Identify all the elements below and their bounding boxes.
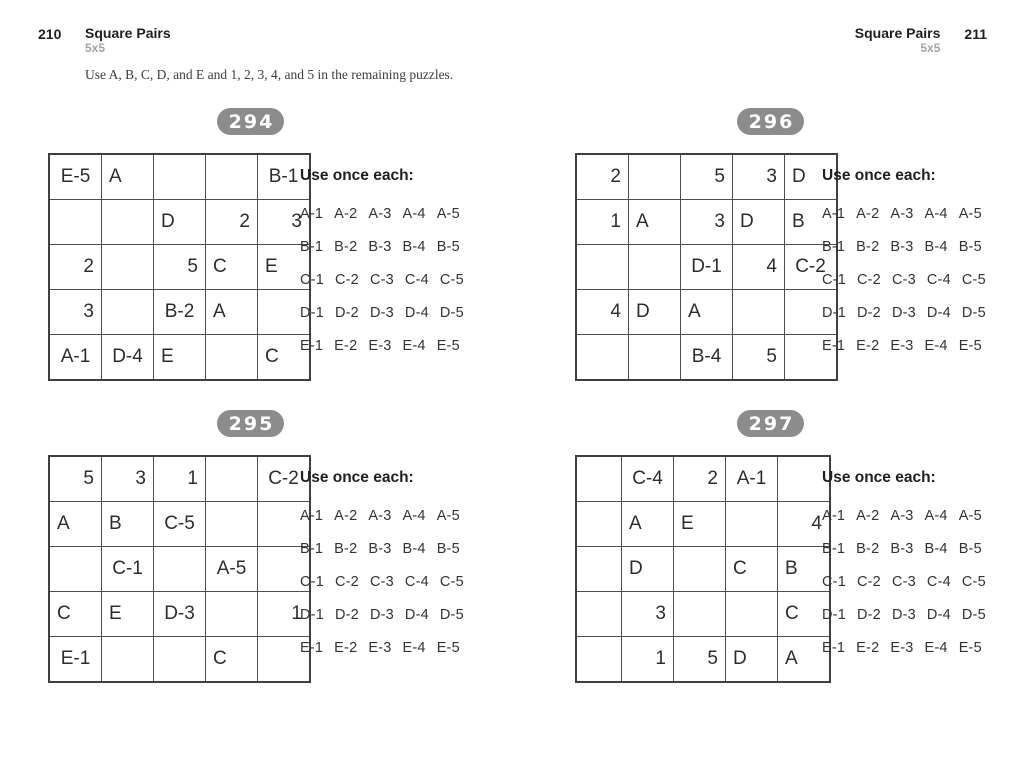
pair-item: E-4 — [924, 338, 948, 354]
grid-cell-empty — [674, 592, 726, 637]
grid-cell: 5 — [681, 154, 733, 200]
pair-item: D-3 — [891, 607, 916, 623]
pair-item: C-2 — [856, 272, 881, 288]
pair-row — [300, 206, 464, 222]
pair-item: C-2 — [334, 272, 359, 288]
pair-item: B-5 — [958, 541, 982, 557]
pair-item: D-2 — [334, 607, 359, 623]
grid-cell: C — [258, 335, 311, 381]
pair-item: A-1 — [300, 508, 324, 524]
grid-cell: B — [785, 200, 838, 245]
grid-cell: A — [206, 290, 258, 335]
pair-item: B-1 — [822, 541, 846, 557]
grid-cell-empty — [206, 502, 258, 547]
grid-cell: 3 — [681, 200, 733, 245]
pair-item: E-5 — [958, 640, 982, 656]
use-once-header: Use once each: — [300, 469, 414, 486]
pair-item: D-5 — [439, 305, 464, 321]
grid-cell: A — [622, 502, 674, 547]
pair-item: A-4 — [924, 206, 948, 222]
right-page-title: Square Pairs — [854, 25, 941, 41]
grid-cell-empty — [102, 245, 154, 290]
pair-item: E-3 — [368, 338, 392, 354]
grid-row — [576, 290, 837, 335]
pair-item: B-4 — [402, 541, 426, 557]
left-header — [85, 26, 171, 55]
grid-cell: A — [681, 290, 733, 335]
grid-cell: C-4 — [622, 456, 674, 502]
grid-cell: C — [726, 547, 778, 592]
grid-cell: B-1 — [258, 154, 311, 200]
pair-item: B-4 — [924, 239, 948, 255]
left-page-number: 210 — [38, 26, 62, 42]
puzzle-group-296 — [575, 108, 1024, 380]
puzzle-number-badge: 294 — [217, 108, 284, 135]
right-page-number: 211 — [964, 26, 987, 42]
pair-item: B-3 — [890, 239, 914, 255]
grid-cell: C — [49, 592, 102, 637]
pair-item: E-3 — [368, 640, 392, 656]
grid-cell-empty — [576, 245, 629, 290]
grid-cell: D-4 — [102, 335, 154, 381]
use-once-list — [300, 469, 464, 673]
grid-cell: D-1 — [681, 245, 733, 290]
pair-row — [300, 508, 464, 524]
grid-cell: D-3 — [154, 592, 206, 637]
pair-item: C-4 — [404, 574, 429, 590]
pair-item: C-1 — [822, 272, 846, 288]
pair-item: E-1 — [822, 640, 846, 656]
grid-cell: 1 — [258, 592, 311, 637]
pair-item: D-1 — [300, 607, 324, 623]
pair-item: C-5 — [439, 272, 464, 288]
pair-row — [300, 541, 464, 557]
pair-item: C-5 — [439, 574, 464, 590]
pair-item: B-2 — [334, 239, 358, 255]
grid-cell-empty — [154, 154, 206, 200]
grid-cell: B-4 — [681, 335, 733, 381]
pair-item: A-4 — [402, 206, 426, 222]
grid-cell-empty — [726, 502, 778, 547]
grid-row — [576, 154, 837, 200]
grid-cell: D — [154, 200, 206, 245]
pair-item: E-3 — [890, 338, 914, 354]
pair-item: C-3 — [369, 272, 394, 288]
pair-item: A-2 — [334, 508, 358, 524]
grid-cell-empty — [102, 637, 154, 683]
grid-row — [49, 547, 310, 592]
pair-item: A-5 — [958, 206, 982, 222]
pair-item: D-4 — [926, 305, 951, 321]
pair-item: E-1 — [822, 338, 846, 354]
grid-row — [49, 154, 310, 200]
pair-item: A-1 — [822, 508, 846, 524]
grid-row — [49, 245, 310, 290]
grid-cell: E — [102, 592, 154, 637]
pair-item: C-2 — [334, 574, 359, 590]
pair-item: A-1 — [822, 206, 846, 222]
pair-row — [822, 640, 986, 656]
grid-cell-empty — [206, 592, 258, 637]
grid-cell: A — [778, 637, 831, 683]
pair-item: B-2 — [334, 541, 358, 557]
grid-cell: C — [778, 592, 831, 637]
puzzle-group-294 — [48, 108, 498, 380]
pair-item: D-5 — [961, 305, 986, 321]
grid-row — [49, 502, 310, 547]
grid-cell: 3 — [733, 154, 785, 200]
pair-item: B-5 — [436, 239, 460, 255]
grid-row — [576, 456, 830, 502]
use-once-header: Use once each: — [822, 167, 936, 184]
pair-row — [300, 338, 464, 354]
pair-item: C-4 — [404, 272, 429, 288]
grid-cell-empty — [576, 502, 622, 547]
grid-row — [576, 502, 830, 547]
pair-row — [822, 508, 986, 524]
pair-item: D-4 — [404, 305, 429, 321]
pair-item: E-3 — [890, 640, 914, 656]
grid-cell: 5 — [674, 637, 726, 683]
grid-cell: A — [49, 502, 102, 547]
grid-cell: D — [785, 154, 838, 200]
pair-item: D-4 — [926, 607, 951, 623]
pair-row — [300, 640, 464, 656]
pair-item: D-3 — [369, 607, 394, 623]
use-once-rows — [822, 206, 986, 354]
pair-row — [822, 541, 986, 557]
grid-cell: 2 — [206, 200, 258, 245]
puzzle-group-297 — [575, 410, 1024, 682]
pair-item: B-2 — [856, 239, 880, 255]
pair-item: B-1 — [300, 541, 324, 557]
pair-item: A-2 — [334, 206, 358, 222]
grid-cell: E — [674, 502, 726, 547]
grid-cell: C — [206, 637, 258, 683]
pair-item: C-4 — [926, 574, 951, 590]
grid-row — [576, 200, 837, 245]
pair-item: C-1 — [822, 574, 846, 590]
pair-item: A-3 — [368, 508, 392, 524]
grid-cell: 3 — [258, 200, 311, 245]
pair-item: D-5 — [961, 607, 986, 623]
grid-cell-empty — [733, 290, 785, 335]
pair-item: A-1 — [300, 206, 324, 222]
grid-cell-empty — [154, 547, 206, 592]
grid-cell: A-5 — [206, 547, 258, 592]
pair-item: A-5 — [958, 508, 982, 524]
pair-item: B-3 — [368, 239, 392, 255]
puzzle-grid — [48, 153, 311, 381]
grid-row — [49, 290, 310, 335]
use-once-rows — [300, 206, 464, 354]
pair-item: E-5 — [436, 338, 460, 354]
grid-cell: C-1 — [102, 547, 154, 592]
grid-cell: 4 — [778, 502, 831, 547]
pair-item: D-2 — [334, 305, 359, 321]
grid-cell: C-2 — [785, 245, 838, 290]
grid-cell-empty — [576, 637, 622, 683]
pair-item: E-1 — [300, 338, 324, 354]
grid-cell: 3 — [49, 290, 102, 335]
grid-cell: 2 — [49, 245, 102, 290]
instruction-text: Use A, B, C, D, and E and 1, 2, 3, 4, and 5 in the remaining puzzles. — [85, 67, 454, 82]
grid-cell: E-5 — [49, 154, 102, 200]
use-once-rows — [822, 508, 986, 656]
pair-item: D-1 — [300, 305, 324, 321]
pair-item: B-5 — [958, 239, 982, 255]
grid-cell-empty — [49, 200, 102, 245]
pair-item: E-2 — [856, 640, 880, 656]
grid-cell: C-5 — [154, 502, 206, 547]
grid-cell: 3 — [622, 592, 674, 637]
pair-row — [822, 206, 986, 222]
pair-item: A-3 — [368, 206, 392, 222]
grid-cell-empty — [629, 245, 681, 290]
puzzle-grid — [575, 153, 838, 381]
pair-item: E-1 — [300, 640, 324, 656]
grid-cell: 3 — [102, 456, 154, 502]
pair-item: D-1 — [822, 607, 846, 623]
pair-row — [822, 607, 986, 623]
grid-cell: 2 — [576, 154, 629, 200]
grid-cell-empty — [49, 547, 102, 592]
pair-row — [300, 574, 464, 590]
pair-row — [300, 305, 464, 321]
grid-cell-empty — [576, 335, 629, 381]
left-page-subtitle: 5x5 — [85, 41, 106, 55]
puzzle-group-295 — [48, 410, 498, 682]
left-page-title: Square Pairs — [85, 25, 171, 41]
pair-item: C-2 — [856, 574, 881, 590]
grid-row — [576, 547, 830, 592]
grid-cell: 5 — [733, 335, 785, 381]
pair-item: B-5 — [436, 541, 460, 557]
grid-cell: 5 — [154, 245, 206, 290]
pair-item: A-4 — [402, 508, 426, 524]
pair-row — [822, 574, 986, 590]
pair-item: D-3 — [891, 305, 916, 321]
grid-cell-empty — [206, 154, 258, 200]
pair-item: D-3 — [369, 305, 394, 321]
pair-item: E-2 — [334, 338, 358, 354]
grid-cell-empty — [102, 200, 154, 245]
pair-item: D-5 — [439, 607, 464, 623]
grid-cell: 1 — [622, 637, 674, 683]
grid-cell-empty — [576, 456, 622, 502]
pair-item: E-5 — [436, 640, 460, 656]
pair-item: C-4 — [926, 272, 951, 288]
grid-cell-empty — [629, 154, 681, 200]
grid-cell: 2 — [674, 456, 726, 502]
right-header — [855, 26, 987, 55]
grid-cell: A-1 — [726, 456, 778, 502]
pair-row — [822, 305, 986, 321]
use-once-list — [300, 167, 464, 371]
grid-cell-empty — [154, 637, 206, 683]
use-once-list — [822, 167, 986, 371]
pair-row — [822, 272, 986, 288]
use-once-header: Use once each: — [300, 167, 414, 184]
grid-cell: 5 — [49, 456, 102, 502]
pair-item: B-4 — [402, 239, 426, 255]
pair-item: A-5 — [436, 508, 460, 524]
grid-cell: 1 — [154, 456, 206, 502]
pair-item: B-4 — [924, 541, 948, 557]
grid-cell-empty — [576, 592, 622, 637]
use-once-header: Use once each: — [822, 469, 936, 486]
pair-row — [822, 239, 986, 255]
pair-item: A-2 — [856, 508, 880, 524]
grid-cell: 1 — [576, 200, 629, 245]
pair-item: D-1 — [822, 305, 846, 321]
pair-item: D-2 — [856, 607, 881, 623]
pair-item: E-4 — [402, 338, 426, 354]
grid-row — [49, 456, 310, 502]
grid-row — [576, 637, 830, 683]
grid-cell: D — [726, 637, 778, 683]
grid-row — [49, 200, 310, 245]
puzzle-grid — [48, 455, 311, 683]
grid-cell: B-2 — [154, 290, 206, 335]
grid-cell-empty — [674, 547, 726, 592]
grid-cell-empty — [629, 335, 681, 381]
pair-item: C-1 — [300, 272, 324, 288]
pair-item: B-1 — [300, 239, 324, 255]
pair-item: E-2 — [334, 640, 358, 656]
grid-cell: E — [154, 335, 206, 381]
grid-cell: A — [102, 154, 154, 200]
right-page-subtitle: 5x5 — [920, 41, 941, 55]
pair-row — [822, 338, 986, 354]
use-once-list — [822, 469, 986, 673]
pair-item: B-1 — [822, 239, 846, 255]
puzzle-number-badge: 297 — [737, 410, 804, 437]
pair-row — [300, 272, 464, 288]
grid-row — [49, 637, 310, 683]
pair-item: B-3 — [368, 541, 392, 557]
grid-cell: B — [102, 502, 154, 547]
grid-cell: A-1 — [49, 335, 102, 381]
pair-item: A-5 — [436, 206, 460, 222]
grid-cell: E-1 — [49, 637, 102, 683]
grid-row — [49, 335, 310, 381]
pair-item: B-2 — [856, 541, 880, 557]
pair-item: C-5 — [961, 272, 986, 288]
grid-row — [576, 245, 837, 290]
grid-cell: E — [258, 245, 311, 290]
pair-item: E-5 — [958, 338, 982, 354]
pair-item: C-5 — [961, 574, 986, 590]
grid-cell: B — [778, 547, 831, 592]
grid-row — [576, 592, 830, 637]
pair-item: D-2 — [856, 305, 881, 321]
grid-cell: A — [629, 200, 681, 245]
grid-cell: D — [629, 290, 681, 335]
pair-item: A-3 — [890, 206, 914, 222]
pair-item: E-4 — [402, 640, 426, 656]
grid-cell: D — [733, 200, 785, 245]
grid-row — [49, 592, 310, 637]
grid-cell-empty — [102, 290, 154, 335]
pair-item: C-3 — [891, 272, 916, 288]
pair-item: E-2 — [856, 338, 880, 354]
grid-cell-empty — [726, 592, 778, 637]
pair-item: C-1 — [300, 574, 324, 590]
pair-item: A-4 — [924, 508, 948, 524]
grid-cell-empty — [576, 547, 622, 592]
pair-item: C-3 — [369, 574, 394, 590]
grid-cell: D — [622, 547, 674, 592]
grid-cell: 4 — [733, 245, 785, 290]
grid-cell: 4 — [576, 290, 629, 335]
pair-item: D-4 — [404, 607, 429, 623]
grid-cell-empty — [206, 456, 258, 502]
puzzle-number-badge: 295 — [217, 410, 284, 437]
pair-item: A-2 — [856, 206, 880, 222]
pair-item: E-4 — [924, 640, 948, 656]
puzzle-number-badge: 296 — [737, 108, 804, 135]
pair-item: C-3 — [891, 574, 916, 590]
grid-cell-empty — [206, 335, 258, 381]
grid-cell: C — [206, 245, 258, 290]
puzzle-grid — [575, 455, 831, 683]
pair-item: B-3 — [890, 541, 914, 557]
pair-row — [300, 239, 464, 255]
pair-row — [300, 607, 464, 623]
grid-row — [576, 335, 837, 381]
pair-item: A-3 — [890, 508, 914, 524]
use-once-rows — [300, 508, 464, 656]
grid-cell: C-2 — [258, 456, 311, 502]
